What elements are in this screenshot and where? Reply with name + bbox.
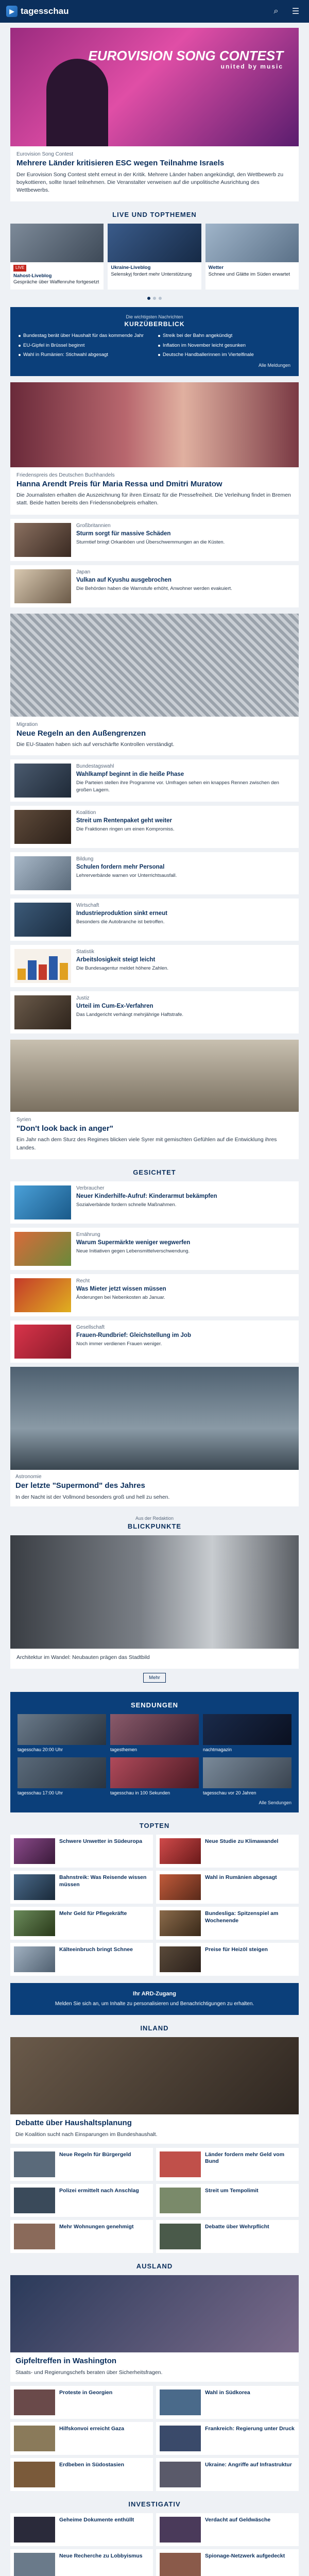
live-card-image [108, 224, 201, 262]
notice-title: Ihr ARD-Zugang [133, 1991, 176, 1997]
story-title[interactable]: Arbeitslosigkeit steigt leicht [76, 956, 156, 963]
inland-section-title: INLAND [140, 2024, 169, 2032]
topten-thumbnail [160, 1874, 201, 1900]
inland-item[interactable] [156, 2184, 299, 2217]
inland-item[interactable] [10, 2148, 153, 2181]
supermoon-title[interactable]: Der letzte "Supermond" des Jahres [15, 1481, 145, 1490]
sendung-card[interactable] [203, 1757, 291, 1797]
quote-story-teaser: Ein Jahr nach dem Sturz des Regimes blicken viele Syrer mit gemischten Gefühlen auf die Entwicklung ihres Landes. [16, 1137, 277, 1151]
story-body [76, 903, 295, 937]
story-thumbnail [14, 903, 71, 937]
story-title[interactable]: Schulen fordern mehr Personal [76, 863, 165, 870]
story-row[interactable] [10, 991, 299, 1033]
carousel-dot[interactable] [159, 297, 162, 300]
investigativ-title: Spionage-Netzwerk aufgedeckt [205, 2552, 285, 2559]
story-kicker: Großbritannien [76, 522, 111, 529]
search-icon[interactable]: ⌕ [273, 7, 279, 15]
story-body [76, 949, 295, 983]
story-row[interactable] [10, 899, 299, 941]
topten-list [10, 1835, 299, 1976]
blickpunkte-text [10, 1649, 299, 1669]
inland-thumbnail [14, 2224, 55, 2249]
story-row[interactable] [10, 565, 299, 607]
sendungen-grid [18, 1714, 291, 1796]
gesichtet-kicker: Gesellschaft [76, 1324, 105, 1330]
inland-thumbnail [14, 2188, 55, 2213]
ausland-item[interactable] [10, 2458, 153, 2491]
blickpunkte-section-title [10, 1506, 299, 1535]
ausland-thumbnail [160, 2389, 201, 2415]
story-row[interactable] [10, 852, 299, 894]
blickpunkte-title: BLICKPUNKTE [127, 1522, 182, 1530]
topten-title: Mehr Geld für Pflegekräfte [59, 1910, 127, 1917]
live-card-image [205, 224, 299, 262]
ausland-lead-title[interactable]: Gipfeltreffen in Washington [15, 2356, 117, 2365]
ausland-section-title: AUSLAND [136, 2262, 173, 2270]
quote-story-kicker: Syrien [16, 1116, 31, 1123]
carousel-dot[interactable] [147, 297, 150, 300]
hero-kicker: Eurovision Song Contest [16, 151, 74, 157]
main-content [10, 28, 299, 2576]
migration-story[interactable] [10, 717, 299, 755]
investigativ-item[interactable] [156, 2513, 299, 2546]
story-kicker: Japan [76, 569, 91, 575]
sendung-title: nachtmagazin [203, 1747, 232, 1753]
story-title[interactable]: Industrieproduktion sinkt erneut [76, 910, 167, 917]
carousel-dot[interactable] [153, 297, 156, 300]
gesichtet-teaser: Änderungen bei Nebenkosten ab Januar. [76, 1295, 165, 1301]
investigativ-item[interactable] [10, 2513, 153, 2546]
topten-title: Schwere Unwetter in Südeuropa [59, 1838, 143, 1845]
live-card-text: Selenskyj fordert mehr Unterstützung [111, 271, 192, 277]
inland-title: Streit um Tempolimit [205, 2187, 259, 2194]
story-kicker: Koalition [76, 809, 96, 816]
investigativ-thumbnail [160, 2517, 201, 2543]
hero-story[interactable] [10, 28, 299, 201]
topten-item[interactable] [156, 1835, 299, 1868]
live-badge: LIVE [13, 265, 26, 271]
supermoon-teaser: In der Nacht ist der Vollmond besonders groß und hell zu sehen. [15, 1494, 170, 1500]
ausland-item[interactable] [156, 2422, 299, 2455]
ausland-title: Wahl in Südkorea [205, 2389, 250, 2396]
topten-thumbnail [160, 1838, 201, 1864]
story-kicker: Wirtschaft [76, 902, 99, 908]
hero-title[interactable]: Mehrere Länder kritisieren ESC wegen Teilnahme Israels [16, 159, 225, 167]
story-body [76, 810, 295, 844]
live-card[interactable] [10, 224, 104, 290]
ausland-title: Hilfskonvoi erreicht Gaza [59, 2425, 125, 2432]
site-logo[interactable] [6, 6, 69, 17]
ausland-item[interactable] [10, 2422, 153, 2455]
inland-title: Polizei ermittelt nach Anschlag [59, 2187, 139, 2194]
sendung-card[interactable] [110, 1757, 199, 1797]
topten-thumbnail [160, 1946, 201, 1972]
gesichtet-kicker: Recht [76, 1278, 90, 1284]
ausland-item[interactable] [10, 2386, 153, 2419]
gesichtet-teaser: Sozialverbände fordern schnelle Maßnahmen. [76, 1202, 177, 1208]
story-teaser: Die Behörden haben die Warnstufe erhöht, Anwohner werden evakuiert. [76, 586, 232, 592]
story-kicker: Justiz [76, 995, 90, 1001]
sendung-image [110, 1714, 199, 1745]
supermoon-image [10, 1367, 299, 1470]
sendung-image [203, 1714, 291, 1745]
story-title[interactable]: Urteil im Cum-Ex-Verfahren [76, 1003, 153, 1009]
story-thumbnail [14, 569, 71, 603]
story-teaser: Das Landgericht verhängt mehrjährige Haftstrafe. [76, 1012, 184, 1018]
gesichtet-row[interactable] [10, 1181, 299, 1224]
blickpunkte-card[interactable] [10, 1535, 299, 1669]
gesichtet-title[interactable]: Was Mieter jetzt wissen müssen [76, 1285, 166, 1292]
thumb-bar [18, 969, 26, 980]
ausland-title: Ukraine: Angriffe auf Infrastruktur [205, 2461, 292, 2468]
statistics-thumbnail [14, 949, 71, 983]
hero-overlay-logo [89, 48, 284, 70]
gesichtet-teaser: Noch immer verdienen Frauen weniger. [76, 1341, 162, 1347]
gesichtet-kicker: Verbraucher [76, 1185, 105, 1191]
story-title[interactable]: Vulkan auf Kyushu ausgebrochen [76, 577, 171, 583]
kurz-item[interactable]: Inflation im November leicht gesunken [158, 343, 290, 349]
live-card-caption [10, 262, 104, 290]
sendung-card[interactable] [203, 1714, 291, 1753]
inland-title: Debatte über Wehrpflicht [205, 2223, 269, 2230]
topten-thumbnail [160, 1910, 201, 1936]
notice-text: Melden Sie sich an, um Inhalte zu personalisieren und Benachrichtigungen zu erhalten. [55, 2001, 254, 2007]
sendung-image [18, 1714, 106, 1745]
live-card-caption [205, 262, 299, 282]
hero-overlay-title: EUROVISION SONG CONTEST [88, 48, 283, 63]
topten-title: Kälteeinbruch bringt Schnee [59, 1946, 133, 1953]
kurz-kicker: Die wichtigsten Nachrichten [126, 314, 183, 320]
topten-item[interactable] [156, 1907, 299, 1940]
live-card-title: Nahost-Liveblog [13, 273, 52, 279]
sendungen-section-title: SENDUNGEN [130, 1701, 179, 1709]
ausland-thumbnail [160, 2462, 201, 2487]
blickpunkte-more [10, 1669, 299, 1685]
gesichtet-thumbnail [14, 1232, 71, 1266]
blickpunkte-caption: Architektur im Wandel: Neubauten prägen das Stadtbild [16, 1654, 150, 1660]
inland-thumbnail [160, 2188, 201, 2213]
sendung-title: tagesthemen [110, 1747, 138, 1753]
sendung-card[interactable] [110, 1714, 199, 1753]
kurz-title: KURZÜBERBLICK [124, 320, 185, 328]
topten-item[interactable] [10, 1835, 153, 1868]
investigativ-item[interactable] [10, 2549, 153, 2576]
topten-section-title: TOPTEN [139, 1822, 170, 1830]
story-body [76, 523, 295, 557]
story-teaser: Die EU-Staaten haben sich auf verschärfte Kontrollen verständigt. [16, 741, 175, 748]
quote-story-image [10, 1040, 299, 1112]
lead-story-teaser: Die Journalisten erhalten die Auszeichnung für ihren Einsatz für die Pressefreiheit. Die Verleihung findet in Bremen statt. Beide hatten bereits den Friedensnobelpreis erhalten. [16, 492, 291, 506]
sendung-card[interactable] [18, 1714, 106, 1753]
ausland-list [10, 2386, 299, 2491]
blickpunkte-more-button[interactable]: Mehr [143, 1673, 166, 1683]
story-row[interactable] [10, 519, 299, 561]
topten-thumbnail [14, 1874, 55, 1900]
ausland-thumbnail [14, 2462, 55, 2487]
blickpunkte-image [10, 1535, 299, 1649]
thumb-bar [60, 963, 68, 979]
inland-thumbnail [14, 2151, 55, 2177]
kurz-more-link[interactable]: Alle Meldungen [258, 362, 290, 368]
sendungen-panel [10, 1692, 299, 1812]
ausland-lead-teaser: Staats- und Regierungschefs beraten über Sicherheitsfragen. [15, 2369, 163, 2376]
live-card-image [10, 224, 104, 262]
sendung-image [18, 1757, 106, 1788]
live-section-title: LIVE UND TOPTHEMEN [112, 211, 197, 219]
kurz-item[interactable]: Streik bei der Bahn angekündigt [158, 333, 290, 339]
gesichtet-teaser: Neue Initiativen gegen Lebensmittelverschwendung. [76, 1248, 190, 1255]
sendung-title: tagesschau in 100 Sekunden [110, 1790, 170, 1795]
kurzueberblick-panel [10, 307, 299, 376]
supermoon-feature[interactable] [10, 1367, 299, 1506]
inland-thumbnail [160, 2151, 201, 2177]
investigativ-thumbnail [14, 2553, 55, 2576]
sendung-image [110, 1757, 199, 1788]
investigativ-thumbnail [160, 2553, 201, 2576]
ausland-title: Proteste in Georgien [59, 2389, 113, 2396]
inland-title: Neue Regeln für Bürgergeld [59, 2151, 131, 2158]
topten-item[interactable] [156, 1871, 299, 1904]
ausland-item[interactable] [156, 2458, 299, 2491]
lead-story-title[interactable]: Hanna Arendt Preis für Maria Ressa und Dmitri Muratow [16, 479, 222, 488]
investigativ-item[interactable] [156, 2549, 299, 2576]
story-row[interactable] [10, 945, 299, 987]
gesichtet-title[interactable]: Frauen-Rundbrief: Gleichstellung im Job [76, 1332, 191, 1338]
investigativ-list [10, 2513, 299, 2576]
story-kicker: Statistik [76, 948, 95, 955]
story-title[interactable]: Neue Regeln an den Außengrenzen [16, 728, 146, 738]
ausland-title: Erdbeben in Südostasien [59, 2461, 125, 2468]
sendung-image [203, 1757, 291, 1788]
thumb-bar [49, 956, 57, 980]
topten-title: Neue Studie zu Klimawandel [205, 1838, 279, 1845]
gesichtet-thumbnail [14, 1325, 71, 1359]
story-title[interactable]: Sturm sorgt für massive Schäden [76, 530, 171, 537]
logo-text: tagesschau [21, 6, 69, 16]
gesichtet-body [76, 1325, 295, 1359]
story-kicker: Migration [16, 721, 38, 727]
quote-story-text [10, 1112, 299, 1159]
inland-item[interactable] [10, 2220, 153, 2253]
inland-title: Mehr Wohnungen genehmigt [59, 2223, 134, 2230]
topten-item[interactable] [10, 1871, 153, 1904]
topten-title: Bahnstreik: Was Reisende wissen müssen [59, 1874, 147, 1888]
story-teaser: Besonders die Autobranche ist betroffen. [76, 919, 165, 925]
story-teaser: Die Fraktionen ringen um einen Kompromiss. [76, 826, 175, 833]
inland-item[interactable] [156, 2148, 299, 2181]
menu-icon[interactable]: ☰ [291, 7, 300, 16]
thumb-bar [28, 960, 36, 980]
story-thumbnail [14, 523, 71, 557]
ausland-thumbnail [160, 2426, 201, 2451]
supermoon-text [10, 1470, 299, 1506]
thumb-bar [39, 964, 47, 980]
inland-lead-teaser: Die Koalition sucht nach Einsparungen im Bundeshaushalt. [15, 2131, 158, 2138]
gesichtet-thumbnail [14, 1278, 71, 1312]
story-body [76, 764, 295, 798]
live-carousel [10, 224, 299, 295]
story-title[interactable]: Streit um Rentenpaket geht weiter [76, 817, 172, 824]
topten-title: Bundesliga: Spitzenspiel am Wochenende [205, 1910, 279, 1924]
kurz-item[interactable]: Wahl in Rumänien: Stichwahl abgesagt [19, 352, 151, 358]
gesichtet-thumbnail [14, 1185, 71, 1219]
story-teaser: Die Bundesagentur meldet höhere Zahlen. [76, 965, 169, 972]
ausland-thumbnail [14, 2426, 55, 2451]
story-body [76, 856, 295, 890]
topten-title: Wahl in Rumänien abgesagt [205, 1874, 277, 1881]
topten-item[interactable] [156, 1943, 299, 1976]
ausland-lead-text [10, 2352, 299, 2382]
ausland-title: Frankreich: Regierung unter Druck [205, 2425, 295, 2432]
hero-text [10, 146, 299, 201]
inland-lead-text [10, 2114, 299, 2144]
kurz-item[interactable]: Deutsche Handballerinnen im Viertelfinale [158, 352, 290, 358]
inland-item[interactable] [10, 2184, 153, 2217]
lead-story[interactable] [10, 382, 299, 515]
gesichtet-row[interactable] [10, 1320, 299, 1363]
hero-person-silhouette [46, 59, 108, 146]
kurz-item[interactable]: EU-Gipfel in Brüssel beginnt [19, 343, 151, 349]
ard-account-notice[interactable] [10, 1983, 299, 2014]
site-header [0, 0, 309, 23]
story-thumbnail [14, 995, 71, 1029]
quote-story-title[interactable]: "Don't look back in anger" [16, 1124, 113, 1133]
sendung-title: tagesschau 17:00 Uhr [18, 1790, 63, 1795]
gesichtet-section-title: GESICHTET [133, 1168, 176, 1176]
gesichtet-body [76, 1185, 295, 1219]
gesichtet-body [76, 1232, 295, 1266]
kurz-header [19, 314, 290, 328]
barbed-wire-image[interactable] [10, 614, 299, 717]
sendung-card[interactable] [18, 1757, 106, 1797]
story-teaser: Lehrerverbände warnen vor Unterrichtsausfall. [76, 873, 177, 879]
gesichtet-kicker: Ernährung [76, 1231, 100, 1238]
story-teaser: Die Parteien stellen ihre Programme vor. Umfragen sehen ein knappes Rennen zwischen den großen Lagern. [76, 780, 279, 793]
story-thumbnail [14, 764, 71, 798]
live-card[interactable] [205, 224, 299, 290]
hero-overlay-sub: united by music [220, 62, 283, 70]
live-card-title: Ukraine-Liveblog [111, 265, 151, 271]
inland-lead[interactable] [10, 2037, 299, 2144]
supermoon-kicker: Astronomie [15, 1473, 42, 1480]
live-card[interactable] [108, 224, 201, 290]
story-teaser: Sturmtief bringt Orkanböen und Überschwemmungen an die Küsten. [76, 539, 225, 546]
ausland-lead[interactable] [10, 2275, 299, 2382]
topten-thumbnail [14, 1946, 55, 1972]
inland-lead-title[interactable]: Debatte über Haushaltsplanung [15, 2118, 132, 2127]
ausland-item[interactable] [156, 2386, 299, 2419]
story-row[interactable] [10, 759, 299, 802]
live-card-text: Gespräche über Waffenruhe fortgesetzt [13, 279, 99, 285]
investigativ-title: Geheime Dokumente enthüllt [59, 2516, 134, 2523]
sendung-title: tagesschau 20:00 Uhr [18, 1747, 63, 1753]
topten-thumbnail [14, 1910, 55, 1936]
story-kicker: Bildung [76, 856, 94, 862]
investigativ-title: Neue Recherche zu Lobbyismus [59, 2552, 143, 2559]
gesichtet-row[interactable] [10, 1228, 299, 1270]
gesichtet-title[interactable]: Warum Supermärkte weniger wegwerfen [76, 1239, 191, 1246]
story-body [76, 569, 295, 603]
inland-list [10, 2148, 299, 2253]
lead-story-text [10, 467, 299, 515]
quote-story[interactable] [10, 1040, 299, 1159]
logo-icon: ▶ [6, 6, 18, 17]
carousel-dots [10, 295, 299, 307]
story-kicker: Bundestagswahl [76, 763, 114, 769]
sendung-title: tagesschau vor 20 Jahren [203, 1790, 256, 1795]
kurz-list [19, 333, 290, 358]
investigativ-section-title: INVESTIGATIV [128, 2500, 181, 2508]
kurz-item[interactable]: Bundestag berät über Haushalt für das kommende Jahr [19, 333, 151, 339]
topten-thumbnail [14, 1838, 55, 1864]
sendungen-more-link[interactable]: Alle Sendungen [259, 1800, 291, 1806]
blickpunkte-kicker: Aus der Redaktion [135, 1515, 174, 1521]
lead-story-kicker: Friedenspreis des Deutschen Buchhandels [16, 472, 115, 478]
live-card-title: Wetter [208, 265, 224, 271]
inland-title: Länder fordern mehr Geld vom Bund [205, 2151, 285, 2164]
story-title[interactable]: Wahlkampf beginnt in die heiße Phase [76, 771, 184, 777]
live-card-text: Schnee und Glätte im Süden erwartet [208, 271, 290, 277]
live-card-caption [108, 262, 201, 282]
lead-story-image [10, 382, 299, 467]
gesichtet-body [76, 1278, 295, 1312]
story-body [76, 995, 295, 1029]
topten-title: Preise für Heizöl steigen [205, 1946, 268, 1953]
hero-teaser: Der Eurovision Song Contest steht erneut in der Kritik. Mehrere Länder haben angekündigt, den Wettbewerb zu boykottieren, sollte Israel teilnehmen. Die Veranstalter verweisen auf die unpolitische Ausrichtung des Wettbewerbs. [16, 171, 284, 194]
topten-item[interactable] [10, 1943, 153, 1976]
inland-item[interactable] [156, 2220, 299, 2253]
story-thumbnail [14, 856, 71, 890]
story-row[interactable] [10, 806, 299, 848]
ausland-lead-image [10, 2275, 299, 2352]
gesichtet-row[interactable] [10, 1274, 299, 1316]
gesichtet-title[interactable]: Neuer Kinderhilfe-Aufruf: Kinderarmut bekämpfen [76, 1193, 217, 1199]
inland-thumbnail [160, 2224, 201, 2249]
inland-lead-image [10, 2037, 299, 2114]
topten-item[interactable] [10, 1907, 153, 1940]
ausland-thumbnail [14, 2389, 55, 2415]
investigativ-title: Verdacht auf Geldwäsche [205, 2516, 271, 2523]
investigativ-thumbnail [14, 2517, 55, 2543]
hero-image[interactable] [10, 28, 299, 146]
story-thumbnail [14, 810, 71, 844]
